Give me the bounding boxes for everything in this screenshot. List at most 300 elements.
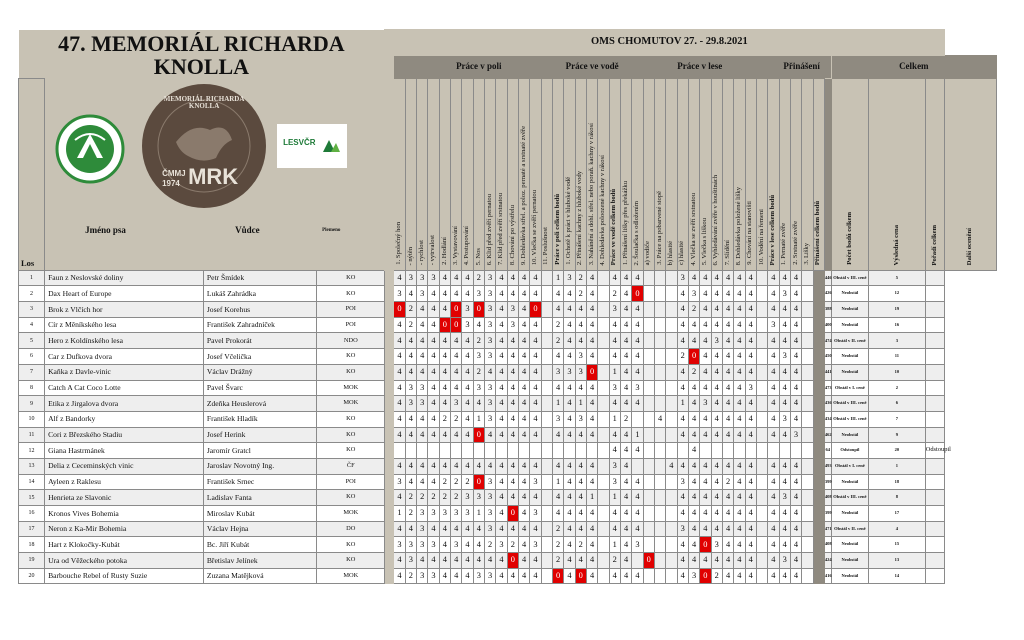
group-carry: Přinášení [779, 56, 824, 79]
forest-score-cell: 4 [688, 537, 699, 553]
carry-score-cell: 4 [790, 506, 801, 522]
rank-cell: 7 [869, 411, 926, 427]
forest-score-cell: 4 [711, 521, 722, 537]
table-row [19, 521, 997, 537]
header-carry-1: 2. Srstnaté zvěře [790, 78, 801, 270]
field-total-cell [541, 568, 552, 584]
field-score-cell: 3 [417, 568, 428, 584]
forest-score-cell: 4 [632, 474, 643, 490]
los-cell: 10 [19, 411, 45, 427]
forest-score-cell [666, 364, 677, 380]
mrk-cmmj-text: ČMMJ [162, 168, 186, 178]
water-score-cell: 4 [586, 537, 597, 553]
carry-score-cell: 4 [768, 411, 779, 427]
forest-score-cell: 1 [609, 364, 620, 380]
field-score-cell: 3 [484, 474, 495, 490]
field-score-cell: 3 [484, 333, 495, 349]
field-score-cell: 4 [439, 396, 450, 412]
forest-score-cell: 4 [734, 458, 745, 474]
extra-award-cell [925, 317, 945, 333]
forest-score-cell [632, 458, 643, 474]
field-score-cell [439, 443, 450, 459]
extra-award-cell [925, 333, 945, 349]
field-score-cell: 4 [496, 380, 507, 396]
field-score-cell: 4 [428, 364, 439, 380]
field-score-cell: 4 [518, 506, 529, 522]
forest-score-cell: 4 [609, 568, 620, 584]
field-score-cell: 3 [394, 474, 405, 490]
carry-score-cell: 4 [790, 521, 801, 537]
header-field-4: 2. Hodlání [439, 78, 450, 270]
handler-cell: Ladislav Fanta [203, 490, 316, 506]
dog-name-cell: Giana Hastrmánek [45, 443, 204, 459]
field-score-cell: 4 [507, 458, 518, 474]
breed-cell: KO [317, 411, 385, 427]
field-score-cell: 4 [451, 270, 462, 286]
forest-score-cell: 0 [700, 568, 711, 584]
handler-cell: Petr Šmídek [203, 270, 316, 286]
header-carry-2: 3. Lišky [802, 78, 813, 270]
forest-score-cell: 4 [734, 490, 745, 506]
carry-score-cell: 4 [779, 568, 790, 584]
forest-score-cell: 2 [677, 349, 688, 365]
header-field-14: Práce v poli celkem bodů [552, 78, 563, 270]
forest-score-cell: 3 [609, 474, 620, 490]
carry-score-cell: 4 [768, 537, 779, 553]
carry-score-cell: 3 [779, 411, 790, 427]
header-field-2: - rychlost [417, 78, 428, 270]
field-total-cell [541, 349, 552, 365]
carry-score-cell: 4 [779, 537, 790, 553]
header-forest-4: b) hlasité [666, 78, 677, 270]
field-score-cell: 4 [496, 349, 507, 365]
los-cell: 14 [19, 474, 45, 490]
handler-cell: František Zahradníček [203, 317, 316, 333]
field-score-cell: 4 [428, 317, 439, 333]
forest-score-cell: 4 [734, 317, 745, 333]
forest-score-cell: 4 [745, 490, 756, 506]
extra-award-cell [925, 396, 945, 412]
water-total-cell [598, 458, 609, 474]
forest-score-cell [632, 411, 643, 427]
forest-score-cell [745, 443, 756, 459]
field-score-cell: 4 [530, 349, 541, 365]
carry-score-cell: 4 [790, 568, 801, 584]
carry-score-cell: 4 [790, 537, 801, 553]
field-total-cell [541, 396, 552, 412]
forest-score-cell: 4 [711, 490, 722, 506]
water-total-cell [598, 553, 609, 569]
field-score-cell: 4 [518, 490, 529, 506]
carry-score-cell: 4 [790, 364, 801, 380]
field-score-cell: 4 [428, 302, 439, 318]
header-forest-9: 7. Slídění [722, 78, 733, 270]
mrk-logo [140, 82, 268, 212]
field-score-cell: 3 [405, 537, 416, 553]
field-score-cell: 4 [473, 553, 484, 569]
forest-score-cell: 4 [620, 537, 631, 553]
field-score-cell: 4 [530, 521, 541, 537]
forest-score-cell: 4 [632, 270, 643, 286]
forest-score-cell: 4 [722, 286, 733, 302]
extra-award-cell [925, 568, 945, 584]
field-score-cell: 3 [462, 317, 473, 333]
breed-cell: MOK [317, 380, 385, 396]
dog-name-cell: Dax Heart of Europe [45, 286, 204, 302]
field-score-cell: 4 [451, 380, 462, 396]
extra-award-cell [925, 286, 945, 302]
carry-score-cell: 4 [779, 458, 790, 474]
carry-score-cell: 4 [768, 396, 779, 412]
field-score-cell: 4 [496, 302, 507, 318]
forest-score-cell [643, 380, 654, 396]
field-score-cell: 4 [405, 364, 416, 380]
field-score-cell: 2 [451, 490, 462, 506]
handler-cell: Josef Herink [203, 427, 316, 443]
field-score-cell: 4 [405, 474, 416, 490]
forest-score-cell: 4 [745, 506, 756, 522]
carry-score-cell: 4 [790, 380, 801, 396]
rank-cell: 12 [869, 286, 926, 302]
rank-cell: 14 [869, 568, 926, 584]
forest-score-cell [666, 333, 677, 349]
extra-award-cell [925, 427, 945, 443]
cmmj-emblem-icon [55, 114, 125, 184]
field-score-cell: 4 [496, 427, 507, 443]
forest-score-cell [643, 537, 654, 553]
forest-score-cell: 4 [745, 270, 756, 286]
prize-cell: Obstál v II. ceně [831, 333, 868, 349]
forest-score-cell: 4 [688, 333, 699, 349]
carry-score-cell: 4 [790, 458, 801, 474]
forest-score-cell [643, 443, 654, 459]
column-header-row [19, 78, 997, 270]
forest-score-cell: 4 [722, 521, 733, 537]
water-score-cell: 4 [586, 427, 597, 443]
forest-score-cell: 4 [677, 553, 688, 569]
header-forest-11: 9. Chování na stanovišti [745, 78, 756, 270]
forest-score-cell [643, 521, 654, 537]
carry-score-cell: 4 [768, 474, 779, 490]
field-score-cell: 2 [451, 411, 462, 427]
table-row [19, 553, 997, 569]
field-score-cell: 4 [405, 286, 416, 302]
field-score-cell [473, 443, 484, 459]
forest-score-cell: 1 [609, 537, 620, 553]
forest-score-cell: 2 [711, 568, 722, 584]
forest-score-cell: 4 [632, 521, 643, 537]
water-total-cell [598, 443, 609, 459]
rank-cell: 20 [869, 443, 926, 459]
forest-score-cell: 4 [711, 286, 722, 302]
carry-score-cell: 4 [779, 270, 790, 286]
breed-cell: KO [317, 364, 385, 380]
forest-score-cell: 4 [632, 396, 643, 412]
forest-score-cell: 4 [722, 317, 733, 333]
forest-score-cell: 4 [722, 380, 733, 396]
prize-cell: Neobstál [831, 537, 868, 553]
water-total-cell [598, 521, 609, 537]
water-score-cell: 1 [552, 474, 563, 490]
forest-score-cell: 4 [620, 270, 631, 286]
rank-cell: 11 [869, 349, 926, 365]
prize-cell: Obstál v I. ceně [831, 380, 868, 396]
field-score-cell: 0 [439, 317, 450, 333]
table-row [19, 333, 997, 349]
prize-cell: Neobstál [831, 474, 868, 490]
carry-score-cell: 3 [779, 490, 790, 506]
forest-score-cell: 4 [677, 333, 688, 349]
forest-total-cell [756, 317, 767, 333]
carry-total-cell [802, 364, 813, 380]
water-score-cell: 4 [575, 490, 586, 506]
table-row [19, 443, 997, 459]
field-score-cell: 4 [428, 333, 439, 349]
field-score-cell: 4 [496, 553, 507, 569]
field-score-cell: 4 [518, 427, 529, 443]
field-score-cell: 4 [439, 537, 450, 553]
field-score-cell: 4 [417, 302, 428, 318]
table-row [19, 506, 997, 522]
field-total-cell [541, 333, 552, 349]
forest-score-cell: 4 [722, 349, 733, 365]
forest-score-cell [666, 286, 677, 302]
water-score-cell: 3 [552, 364, 563, 380]
handler-cell: Lukáš Zahrádka [203, 286, 316, 302]
field-score-cell: 4 [530, 553, 541, 569]
field-score-cell: 4 [417, 333, 428, 349]
prize-cell: Neobstál [831, 286, 868, 302]
breed-cell: POI [317, 302, 385, 318]
water-score-cell: 4 [564, 317, 575, 333]
carry-score-cell: 4 [790, 411, 801, 427]
field-score-cell: 4 [428, 380, 439, 396]
forest-score-cell: 4 [734, 506, 745, 522]
field-score-cell [394, 443, 405, 459]
field-score-cell: 4 [394, 490, 405, 506]
los-cell: 19 [19, 553, 45, 569]
field-score-cell: 4 [530, 458, 541, 474]
handler-cell: Václav Hejna [203, 521, 316, 537]
field-score-cell: 2 [473, 364, 484, 380]
carry-score-cell: 4 [779, 317, 790, 333]
field-score-cell: 4 [439, 521, 450, 537]
water-score-cell: 4 [552, 427, 563, 443]
field-score-cell: 3 [417, 286, 428, 302]
forest-score-cell [643, 458, 654, 474]
forest-score-cell: 4 [609, 396, 620, 412]
forest-score-cell [666, 349, 677, 365]
dog-name-cell: Faun z Neslovské doliny [45, 270, 204, 286]
water-score-cell: 0 [586, 364, 597, 380]
carry-total-cell [802, 302, 813, 318]
forest-score-cell: 4 [620, 396, 631, 412]
prize-cell: Obstál v III. ceně [831, 411, 868, 427]
forest-score-cell: 3 [711, 333, 722, 349]
title-line-2: KNOLLA [153, 53, 250, 79]
forest-score-cell [677, 443, 688, 459]
forest-score-cell: 4 [700, 364, 711, 380]
handler-cell: Václav Drážný [203, 364, 316, 380]
water-score-cell: 4 [586, 411, 597, 427]
field-score-cell: 3 [451, 506, 462, 522]
forest-score-cell: 3 [688, 568, 699, 584]
lesvcr-text: LESVČR [283, 137, 316, 147]
water-score-cell: 4 [575, 427, 586, 443]
field-score-cell: 4 [417, 364, 428, 380]
forest-score-cell: 4 [700, 474, 711, 490]
forest-score-cell: 4 [677, 458, 688, 474]
forest-score-cell: 4 [711, 349, 722, 365]
extra-award-cell [925, 380, 945, 396]
forest-score-cell [643, 474, 654, 490]
water-total-cell [598, 270, 609, 286]
carry-score-cell: 4 [768, 458, 779, 474]
forest-total-cell [756, 553, 767, 569]
field-score-cell: 4 [473, 396, 484, 412]
field-score-cell: 4 [462, 349, 473, 365]
header-forest-1: 2. Šoulačka s odložením [632, 78, 643, 270]
forest-score-cell [654, 521, 665, 537]
field-score-cell: 4 [507, 349, 518, 365]
water-total-cell [598, 302, 609, 318]
field-score-cell: 2 [417, 490, 428, 506]
group-water: Práce ve vodě [564, 56, 621, 79]
forest-score-cell: 3 [609, 302, 620, 318]
carry-score-cell: 3 [779, 349, 790, 365]
water-score-cell: 4 [564, 568, 575, 584]
field-score-cell: 4 [428, 474, 439, 490]
field-score-cell: 3 [428, 568, 439, 584]
field-score-cell: 3 [484, 270, 495, 286]
field-score-cell: 4 [496, 317, 507, 333]
dog-name-cell: Barbouche Rebel of Rusty Suzie [45, 568, 204, 584]
forest-score-cell: 4 [632, 317, 643, 333]
field-score-cell: 2 [428, 490, 439, 506]
field-score-cell: 2 [439, 490, 450, 506]
dog-name-cell: Ayleen z Raklesu [45, 474, 204, 490]
water-score-cell: 4 [564, 521, 575, 537]
carry-score-cell [779, 443, 790, 459]
field-score-cell: 3 [405, 396, 416, 412]
forest-score-cell: 4 [609, 270, 620, 286]
table-row [19, 568, 997, 584]
water-score-cell: 3 [575, 364, 586, 380]
forest-score-cell: 0 [643, 553, 654, 569]
water-score-cell: 4 [586, 333, 597, 349]
forest-score-cell [654, 568, 665, 584]
header-total-3: Další ocenění [945, 78, 997, 270]
water-score-cell: 4 [564, 490, 575, 506]
water-score-cell: 4 [564, 333, 575, 349]
field-score-cell: 2 [439, 474, 450, 490]
carry-score-cell: 4 [790, 286, 801, 302]
field-score-cell: 4 [394, 364, 405, 380]
extra-award-cell [925, 506, 945, 522]
field-score-cell [451, 443, 462, 459]
table-row [19, 396, 997, 412]
field-score-cell: 4 [530, 568, 541, 584]
forest-score-cell: 4 [654, 411, 665, 427]
field-score-cell: 3 [484, 568, 495, 584]
rank-cell: 4 [869, 521, 926, 537]
carry-score-cell: 4 [768, 568, 779, 584]
forest-score-cell: 4 [700, 521, 711, 537]
field-score-cell: 4 [439, 427, 450, 443]
forest-score-cell: 4 [745, 396, 756, 412]
field-score-cell: 2 [473, 333, 484, 349]
water-score-cell: 2 [575, 270, 586, 286]
forest-score-cell [643, 568, 654, 584]
water-score-cell: 4 [564, 286, 575, 302]
field-score-cell [530, 443, 541, 459]
dog-name-cell: Etika z Jirgalova dvora [45, 396, 204, 412]
forest-score-cell: 3 [677, 270, 688, 286]
field-score-cell: 3 [417, 506, 428, 522]
los-cell: 8 [19, 380, 45, 396]
field-score-cell: 4 [417, 427, 428, 443]
forest-score-cell: 4 [722, 411, 733, 427]
field-score-cell: 4 [507, 380, 518, 396]
field-score-cell: 4 [484, 427, 495, 443]
dog-name-cell: Cori z Březského Stadiu [45, 427, 204, 443]
forest-total-cell [756, 411, 767, 427]
carry-score-cell: 3 [779, 286, 790, 302]
forest-score-cell: 3 [745, 380, 756, 396]
forest-score-cell [632, 553, 643, 569]
carry-score-cell: 4 [779, 380, 790, 396]
forest-score-cell: 4 [734, 396, 745, 412]
field-score-cell: 4 [394, 380, 405, 396]
table-row [19, 474, 997, 490]
field-score-cell: 3 [473, 380, 484, 396]
forest-score-cell: 3 [711, 537, 722, 553]
field-score-cell: 4 [484, 364, 495, 380]
table-row [19, 317, 997, 333]
field-total-cell [541, 537, 552, 553]
field-score-cell: 0 [530, 302, 541, 318]
rank-cell: 15 [869, 537, 926, 553]
field-score-cell: 4 [394, 427, 405, 443]
carry-total-cell [802, 568, 813, 584]
field-score-cell: 4 [428, 286, 439, 302]
forest-score-cell [666, 270, 677, 286]
field-score-cell: 4 [518, 553, 529, 569]
forest-total-cell [756, 490, 767, 506]
header-field-11: 9. Dohledávka střel. a poloz. pernaté a srstnaté zvěře [518, 78, 529, 270]
forest-score-cell: 4 [620, 286, 631, 302]
table-row [19, 537, 997, 553]
header-carry-0: 1. Pernaté zvěře [779, 78, 790, 270]
carry-score-cell: 4 [768, 364, 779, 380]
water-total-cell [598, 506, 609, 522]
field-score-cell: 4 [507, 396, 518, 412]
field-score-cell: 4 [462, 458, 473, 474]
forest-score-cell [654, 443, 665, 459]
table-row [19, 380, 997, 396]
forest-score-cell: 4 [734, 474, 745, 490]
field-score-cell: 4 [405, 458, 416, 474]
carry-score-cell: 4 [779, 364, 790, 380]
water-score-cell: 4 [564, 537, 575, 553]
field-score-cell [496, 443, 507, 459]
forest-score-cell: 4 [677, 286, 688, 302]
carry-total-cell [802, 270, 813, 286]
forest-score-cell: 4 [609, 506, 620, 522]
los-cell: 15 [19, 490, 45, 506]
water-total-cell [598, 333, 609, 349]
field-score-cell: 4 [462, 537, 473, 553]
